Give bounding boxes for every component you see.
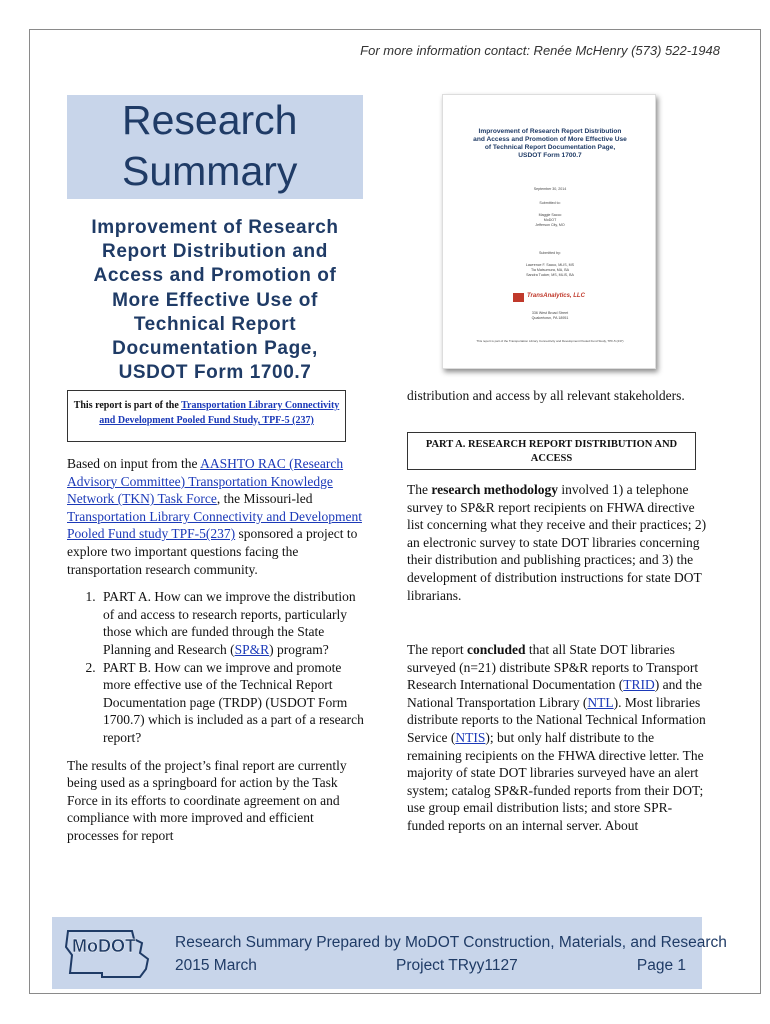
title-panel <box>67 95 363 199</box>
modot-logo-text: MoDOT <box>72 936 136 956</box>
ntl-link[interactable]: NTL <box>587 694 614 710</box>
cover-note: This report is part of the Transportation Library Connectivity and Development Pooled Fund Study, TPF-5 (237) <box>476 339 624 343</box>
subtitle-line: USDOT Form 1700.7 <box>118 362 312 384</box>
cover-address-line: 336 West Broad Street <box>531 311 569 315</box>
cover-date: September 30, 2014 <box>533 187 567 191</box>
subtitle-line: Access and Promotion of <box>93 265 337 287</box>
cover-address <box>458 311 642 321</box>
subtitle-line: More Effective Use of <box>112 289 318 311</box>
text-run: ). Most libraries distribute reports to the National Technical Information Service ( <box>407 694 706 745</box>
text-run: sponsored a project to explore two important questions facing the transportation research community. <box>67 526 358 577</box>
bold-run: research methodology <box>431 482 558 497</box>
right-column-top <box>407 387 707 405</box>
text-run: PART A. How can we improve the distribution of and access to research reports, particularly those which are funded through the State Planning and Research ( <box>103 589 356 657</box>
cover-title-line: Improvement of Research Report Distribution <box>478 128 622 135</box>
cover-author: Tia Matsumura, MA, BA <box>530 268 569 272</box>
text-run: The report <box>407 642 467 657</box>
spr-link[interactable]: SP&R <box>234 641 270 657</box>
cover-address-line: Quakertown, PA 18951 <box>531 316 569 320</box>
methodology-paragraph <box>407 481 707 604</box>
part-a-header: PART A. RESEARCH REPORT DISTRIBUTION AND ACCESS <box>407 432 696 470</box>
report-subtitle <box>70 216 360 385</box>
cover-title-line: of Technical Report Documentation Page, <box>484 144 616 151</box>
cover-submitted-to: Submitted to: <box>539 201 561 205</box>
contact-line: For more information contact: Renée McHenry (573) 522-1948 <box>360 43 720 58</box>
questions-list <box>67 588 366 746</box>
footer-page-number: Page 1 <box>636 957 686 974</box>
text-run: that all State DOT libraries surveyed (n=21) distribute SP&R reports to Transport Research International Documentation ( <box>407 642 699 693</box>
cover-author: Lawrence F. Sacco, MLIS, MS <box>525 263 575 267</box>
list-item <box>99 588 366 658</box>
text-run: ) program? <box>269 641 329 657</box>
transanalytics-logo <box>513 293 593 303</box>
title-line-2: Summary <box>122 148 298 194</box>
conclusion-paragraph <box>407 641 707 835</box>
text-run: The <box>407 482 432 497</box>
page-title <box>122 95 297 197</box>
cover-title-line: USDOT Form 1700.7 <box>518 152 582 159</box>
results-paragraph: The results of the project’s final report are currently being used as a springboard for action by the Task Force in its efforts to coordinate agreement on and compliance with more improved and efficient processes for report <box>67 757 347 843</box>
footer-prepared-by: Research Summary Prepared by MoDOT Construction, Materials, and Research <box>175 934 727 951</box>
logo-mark-icon <box>513 293 524 302</box>
modot-logo-icon <box>62 925 162 981</box>
cover-title <box>455 128 645 160</box>
footer-panel <box>52 917 727 989</box>
subtitle-line: Documentation Page, <box>112 338 318 360</box>
continued-paragraph: distribution and access by all relevant stakeholders. <box>407 388 685 403</box>
pooled-fund-study-link[interactable]: Transportation Library Connectivity and Development Pooled Fund study TPF-5(237) <box>67 508 362 542</box>
footer-project-number: Project TRyy1127 <box>396 957 518 974</box>
footer-date: 2015 March <box>175 957 257 974</box>
ntis-link[interactable]: NTIS <box>455 729 486 745</box>
trid-link[interactable]: TRID <box>623 677 655 693</box>
text-run: , the Missouri-led <box>216 491 313 507</box>
pooled-fund-link[interactable]: Transportation Library Connectivity and Development Pooled Fund Study, TPF-5 (237) <box>99 400 340 426</box>
cover-recipient-line: Maggie Sacco <box>538 213 562 217</box>
left-column <box>67 455 366 844</box>
logo-text: TransAnalytics, LLC <box>527 293 585 299</box>
cover-recipient-line: Jefferson City, MO <box>535 223 565 227</box>
bold-run: concluded <box>466 642 526 657</box>
text-run: ); but only half distribute to the remaining recipients on the FHWA directive letter. The majority of state DOT libraries surveyed have an alert system; catalog SP&R-funded reports from their DOT; use group email distribution lists; and store SPR-funded reports on an internal server. About <box>407 729 704 833</box>
cover-title-line: and Access and Promotion of More Effective Use <box>473 136 627 143</box>
intro-paragraph <box>67 455 366 578</box>
text-run: involved 1) a telephone survey to SP&R report recipients on FHWA directive list concerning what they receive and their practices; 2) an electronic survey to state DOT libraries concerning their distribution and publishing practices; and 3) the development of distribution instructions for state DOT librarians. <box>407 482 707 603</box>
subtitle-line: Improvement of Research <box>91 217 339 238</box>
subtitle-line: Report Distribution and <box>102 241 328 263</box>
aashto-rac-link[interactable]: AASHTO RAC (Research Advisory Committee) Transportation Knowledge Network (TKN) Task Force <box>67 456 344 507</box>
report-cover-thumbnail <box>442 94 656 369</box>
cover-recipient <box>458 213 642 228</box>
text-run: Based on input from the <box>67 456 201 471</box>
cover-prepared-by: Submitted by: <box>539 251 561 255</box>
pooled-fund-note <box>67 390 346 442</box>
text-run: ) and the National Transportation Library ( <box>407 677 703 710</box>
list-item: 2. PART B. How can we improve and promote more effective use of the Technical Report Documentation page (TRDP) (USDOT Form 1700.7) which is included as a part of a research report? <box>99 659 366 747</box>
pooled-fund-prefix: This report is part of the <box>73 400 182 411</box>
cover-author: Sandra Tucker, MS, MLIS, BA <box>526 273 574 277</box>
subtitle-line: Technical Report <box>133 313 297 335</box>
cover-recipient-line: MoDOT <box>543 218 557 222</box>
cover-authors <box>458 263 642 278</box>
title-line-1: Research <box>122 97 298 143</box>
